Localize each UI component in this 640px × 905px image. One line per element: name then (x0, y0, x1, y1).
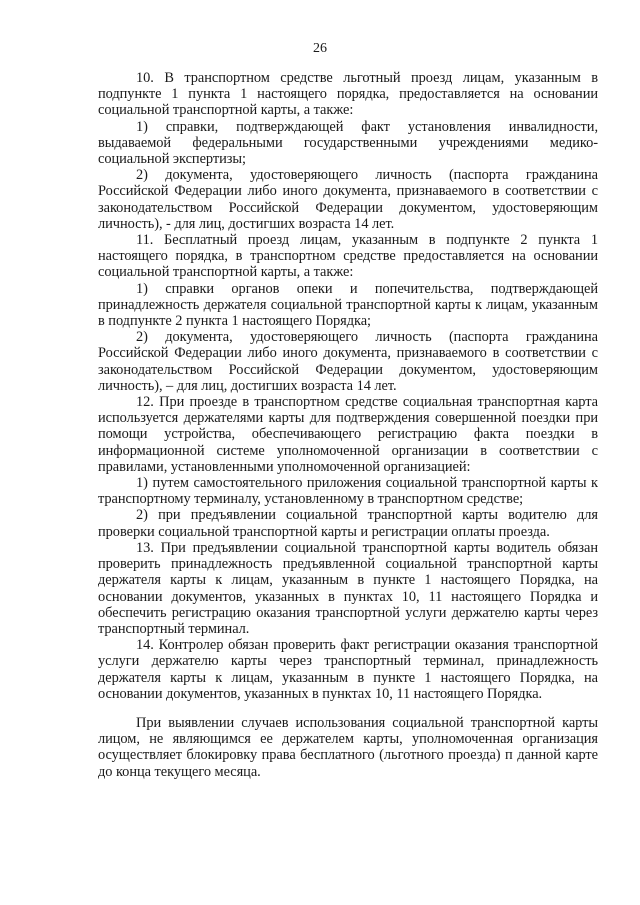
paragraph-11-item-1: 1) справки органов опеки и попечительства, подтверждающей принадлежность держателя социальной транспортной карты к лицам, указанным в подпункте 2 пункта 1 настоящего Порядка; (98, 280, 598, 330)
paragraph-11-item-2: 2) документа, удостоверяющего личность (паспорта гражданина Российской Федерации либо иного документа, признаваемого в соответствии с законодательством Российской Федерации документом, удостоверяющим личность), – для лиц, достигших возраста 14 лет. (98, 329, 598, 394)
paragraph-14: 14. Контролер обязан проверить факт регистрации оказания транспортной услуги держателю карты через транспортный терминал, принадлежность держателя карты к лицам, указанным в пункте 1 настоящего Порядка, на основании документов, указанных в пунктах 10, 11 настоящего Порядка. (98, 637, 598, 702)
page-number: 26 (313, 41, 327, 56)
paragraph-final: При выявлении случаев использования социальной транспортной карты лицом, не являющимся ее держателем карты, уполномоченная организация осуществляет блокировку права бесплатного (льготного проезда) п данной карте до конца текущего месяца. (98, 714, 598, 780)
paragraph-13: 13. При предъявлении социальной транспортной карты водитель обязан проверить принадлежность предъявленной социальной транспортной карты держателя карты к лицам, указанным в пункте 1 настоящего Порядка, на основании документов, указанных в пунктах 10, 11 настоящего Порядка и обеспечить регистрацию оказания транспортной услуги держателю карты через транспортный терминал. (98, 539, 598, 637)
paragraph-10: 10. В транспортном средстве льготный проезд лицам, указанным в подпункте 1 пункта 1 настоящего порядка, предоставляется на основании социальной транспортной карты, а также: (98, 70, 598, 119)
paragraph-11: 11. Бесплатный проезд лицам, указанным в подпункте 2 пункта 1 настоящего порядка, в транспортном средстве предоставляется на основании социальной транспортной карты, а также: (98, 232, 598, 281)
paragraph-12: 12. При проезде в транспортном средстве социальная транспортная карта используется держателями карты для подтверждения совершенной поездки при помощи устройства, обеспечивающего регистрацию факта поездки в информационной системе уполномоченной организации в соответствии с правилами, установленными уполномоченной организацией: (98, 394, 598, 475)
paragraph-12-item-2: 2) при предъявлении социальной транспортной карты водителю для проверки социальной транспортной карты и регистрации оплаты проезда. (98, 507, 598, 540)
paragraph-10-item-2: 2) документа, удостоверяющего личность (паспорта гражданина Российской Федерации либо иного документа, признаваемого в соответствии с законодательством Российской Федерации документом, удостоверяющим личность), - для лиц, достигших возраста 14 лет. (98, 167, 598, 232)
paragraph-12-item-1: 1) путем самостоятельного приложения социальной транспортной карты к транспортному терминалу, установленному в транспортном средстве; (98, 475, 598, 508)
paragraph-10-item-1: 1) справки, подтверждающей факт установления инвалидности, выдаваемой федеральными государственными учреждениями медико-социальной экспертизы; (98, 118, 598, 168)
document-body (98, 70, 598, 780)
